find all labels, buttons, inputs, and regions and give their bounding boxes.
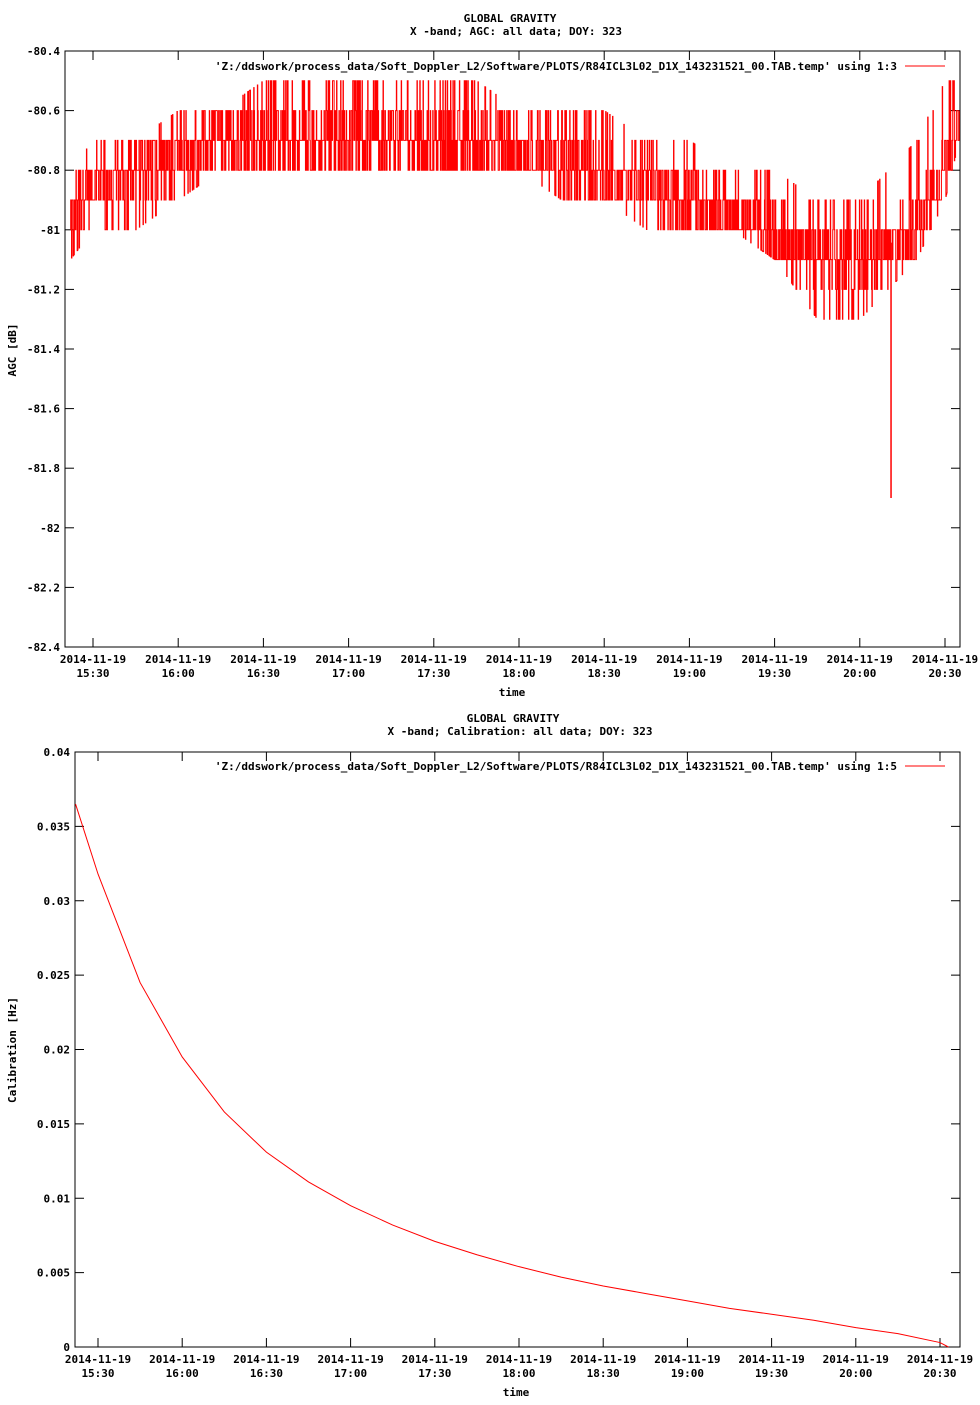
chart2-y-tick-label: 0.035: [36, 820, 70, 834]
chart2-x-tick-time: 19:30: [755, 1367, 789, 1380]
chart2-y-tick-label: 0.04: [43, 746, 70, 759]
chart1-subtitle: X -band; AGC: all data; DOY: 323: [410, 25, 622, 38]
chart2-y-tick-label: 0.015: [36, 1117, 70, 1131]
chart1-x-tick-date: 2014-11-19: [400, 653, 467, 666]
chart1-x-tick-time: 19:00: [672, 667, 706, 680]
chart1-y-tick-label: -81.8: [26, 462, 60, 476]
chart2-x-tick-date: 2014-11-19: [906, 1353, 974, 1366]
chart1-y-tick-label: -81: [40, 223, 60, 237]
chart1-x-tick-time: 20:30: [928, 667, 962, 680]
chart1-x-tick-date: 2014-11-19: [230, 653, 297, 666]
chart2-x-tick-date: 2014-11-19: [317, 1353, 384, 1366]
chart1-y-tick-label: -82: [40, 521, 60, 535]
chart2-y-tick-label: 0.025: [36, 969, 70, 983]
chart2-y-tick-label: 0: [63, 1341, 70, 1354]
chart1-x-tick-time: 15:30: [76, 667, 110, 680]
chart2-x-tick-time: 18:30: [586, 1367, 620, 1380]
chart1-x-tick-date: 2014-11-19: [59, 653, 127, 666]
chart1-x-tick-date: 2014-11-19: [656, 653, 723, 666]
chart2-x-tick-date: 2014-11-19: [149, 1353, 216, 1366]
chart1-x-tick-date: 2014-11-19: [315, 653, 382, 666]
chart1-x-tick-time: 20:00: [843, 667, 877, 680]
chart1-x-tick-date: 2014-11-19: [741, 653, 808, 666]
chart2-series-line: [76, 804, 949, 1347]
chart1-y-tick-label: -80.4: [26, 45, 60, 58]
chart2-x-tick-date: 2014-11-19: [822, 1353, 889, 1366]
chart1-x-tick-date: 2014-11-19: [485, 653, 553, 666]
chart1-x-tick-date: 2014-11-19: [826, 653, 893, 666]
chart1-y-tick-label: -82.4: [26, 641, 60, 654]
chart1-x-tick-time: 19:30: [758, 667, 792, 680]
chart1-x-tick-date: 2014-11-19: [911, 653, 979, 666]
chart2-y-tick-label: 0.01: [43, 1192, 70, 1206]
chart1-x-tick-date: 2014-11-19: [145, 653, 212, 666]
chart2-x-tick-time: 15:30: [81, 1367, 115, 1380]
chart2-y-tick-label: 0.03: [43, 894, 70, 908]
chart2-x-tick-time: 19:00: [670, 1367, 704, 1380]
chart2-xlabel: time: [502, 1386, 530, 1399]
chart2-x-tick-time: 20:30: [923, 1367, 957, 1380]
chart2-subtitle: X -band; Calibration: all data; DOY: 323: [387, 725, 653, 738]
chart2-x-tick-date: 2014-11-19: [401, 1353, 468, 1366]
chart1-y-tick-label: -82.2: [26, 581, 60, 595]
chart1-x-tick-date: 2014-11-19: [571, 653, 638, 666]
chart2-x-tick-date: 2014-11-19: [738, 1353, 805, 1366]
chart2-x-tick-time: 16:00: [165, 1367, 199, 1380]
chart2-legend-label: 'Z:/ddswork/process_data/Soft_Doppler_L2/Software/PLOTS/R84ICL3L02_D1X_143231521_00.TAB.temp' using 1:5: [214, 760, 897, 773]
chart2-x-tick-date: 2014-11-19: [570, 1353, 637, 1366]
chart1-x-tick-time: 17:30: [417, 667, 451, 680]
chart2-x-tick-date: 2014-11-19: [654, 1353, 721, 1366]
chart1-x-tick-time: 17:00: [332, 667, 366, 680]
chart2-x-tick-time: 17:30: [418, 1367, 452, 1380]
chart2-x-tick-date: 2014-11-19: [233, 1353, 300, 1366]
chart1-y-tick-label: -80.6: [26, 104, 60, 118]
chart2-x-tick-date: 2014-11-19: [485, 1353, 553, 1366]
chart1-y-tick-label: -80.8: [26, 164, 60, 178]
chart1-x-tick-time: 16:00: [161, 667, 195, 680]
chart2-x-tick-time: 20:00: [839, 1367, 873, 1380]
chart1-ylabel: AGC [dB]: [6, 323, 19, 377]
chart2-x-tick-time: 16:30: [249, 1367, 283, 1380]
chart1-xlabel: time: [498, 686, 526, 699]
chart2-y-tick-label: 0.02: [43, 1043, 70, 1057]
chart1-y-tick-label: -81.4: [26, 343, 60, 356]
chart1-x-tick-time: 16:30: [246, 667, 280, 680]
chart1-title: GLOBAL GRAVITY: [463, 12, 557, 25]
chart2-plot-frame: [75, 752, 960, 1347]
chart2-x-tick-time: 17:00: [334, 1367, 368, 1380]
chart1-x-tick-time: 18:30: [587, 667, 621, 680]
chart2-title: GLOBAL GRAVITY: [466, 712, 560, 725]
chart2-x-tick-time: 18:00: [502, 1367, 536, 1380]
chart2-ylabel: Calibration [Hz]: [6, 997, 19, 1103]
chart1-y-tick-label: -81.6: [26, 402, 60, 416]
chart1-legend-label: 'Z:/ddswork/process_data/Soft_Doppler_L2/Software/PLOTS/R84ICL3L02_D1X_143231521_00.TAB.temp' using 1:3: [214, 60, 897, 73]
chart1-y-tick-label: -81.2: [26, 283, 60, 297]
chart1-series-line: [70, 81, 959, 319]
chart2-x-tick-date: 2014-11-19: [64, 1353, 132, 1366]
chart2-y-tick-label: 0.005: [36, 1266, 70, 1280]
chart1-x-tick-time: 18:00: [502, 667, 536, 680]
